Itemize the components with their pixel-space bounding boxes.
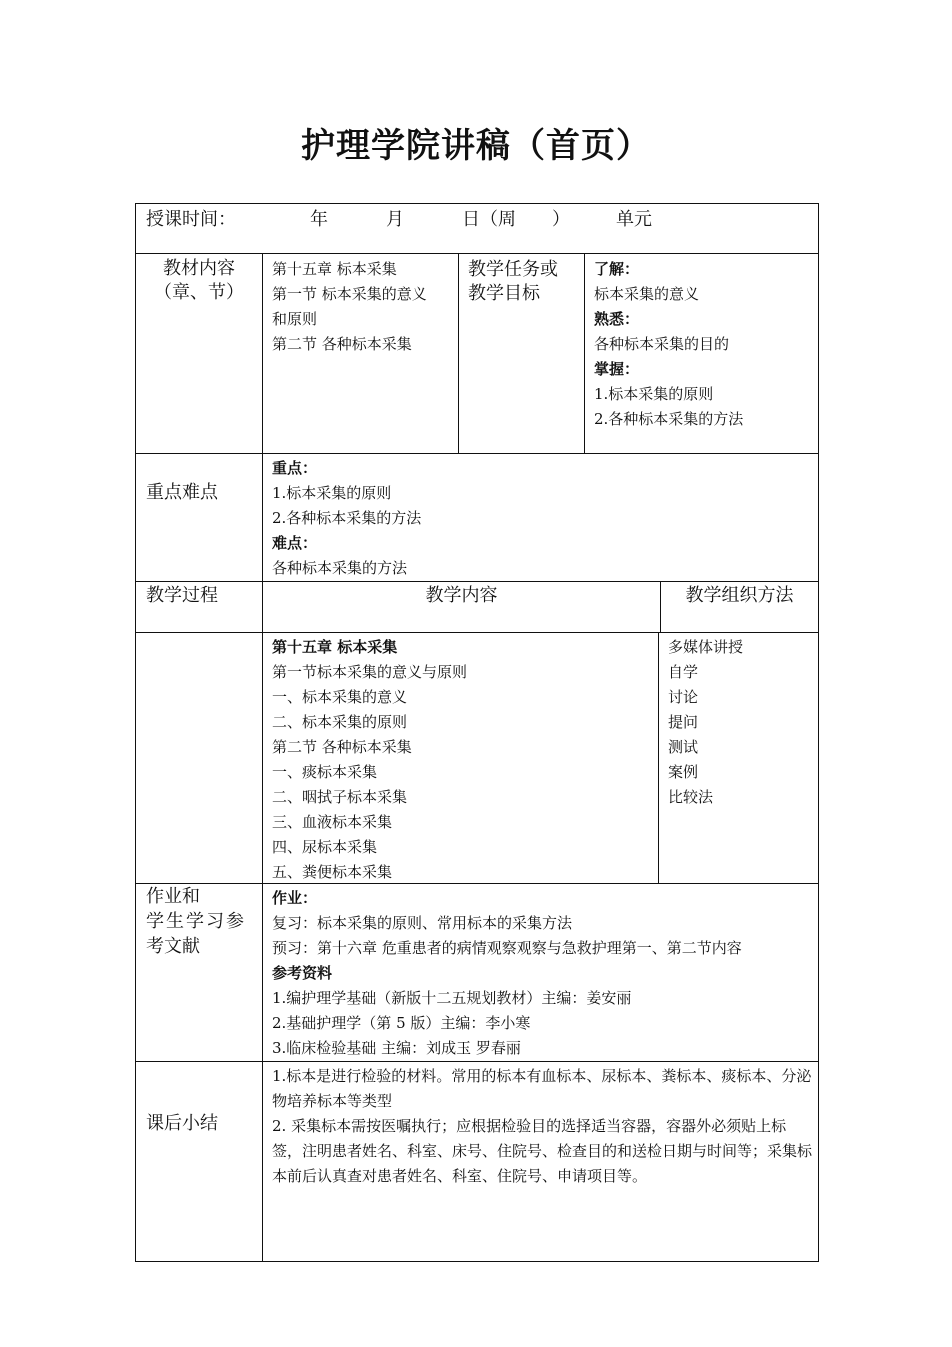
summary-paragraph-2: 2. 采集标本需按医嘱执行；应根据检验目的选择适当容器，容器外必须贴上标签，注明患者姓名、科室、床号、住院号、检查目的和送检日期与时间等；采集标本前后认真查对患者姓名、科室、住院号、申请项目等。 xyxy=(272,1117,813,1185)
row-summary xyxy=(136,1062,819,1262)
key-content-cell xyxy=(263,454,819,582)
homework-line: 参考资料 xyxy=(272,964,333,982)
homework-label-line1: 作业和 xyxy=(146,886,200,907)
key-label: 重点难点 xyxy=(146,482,218,503)
year-label: 年 xyxy=(310,209,328,230)
goals-cell xyxy=(585,254,819,454)
task-label-line2: 教学目标 xyxy=(468,283,540,304)
process-line: 四、尿标本采集 xyxy=(272,838,378,856)
homework-line: 2.基础护理学（第 5 版）主编：李小寒 xyxy=(272,1014,531,1032)
process-line: 二、标本采集的原则 xyxy=(272,713,408,731)
time-cell xyxy=(136,204,819,254)
method-item: 测试 xyxy=(668,738,699,756)
homework-line: 3.临床检验基础 主编：刘成玉 罗春丽 xyxy=(272,1039,521,1057)
method-item: 比较法 xyxy=(668,788,714,806)
method-item: 讨论 xyxy=(668,688,699,706)
goal-line: 标本采集的意义 xyxy=(594,285,700,303)
method-item: 案例 xyxy=(668,763,699,781)
goal-line: 各种标本采集的目的 xyxy=(594,335,730,353)
row-process xyxy=(136,633,819,884)
process-line: 二、咽拭子标本采集 xyxy=(272,788,408,806)
key-line: 各种标本采集的方法 xyxy=(272,559,408,577)
homework-content-cell xyxy=(263,884,819,1062)
key-line: 2.各种标本采集的方法 xyxy=(272,509,422,527)
row-time xyxy=(136,204,819,254)
process-line: 三、血液标本采集 xyxy=(272,813,393,831)
process-line: 一、标本采集的意义 xyxy=(272,688,408,706)
process-line: 第十五章 标本采集 xyxy=(272,638,398,656)
summary-paragraph-1: 1.标本是进行检验的材料。常用的标本有血标本、尿标本、粪标本、痰标本、分泌物培养标本等类型 xyxy=(272,1067,812,1110)
row-material xyxy=(136,254,819,454)
row-key xyxy=(136,454,819,582)
key-label-cell xyxy=(136,454,263,582)
process-line: 第二节 各种标本采集 xyxy=(272,738,412,756)
task-label-cell xyxy=(459,254,585,454)
material-line: 和原则 xyxy=(272,310,318,328)
summary-label-cell xyxy=(136,1062,263,1262)
row-process-header xyxy=(136,582,819,633)
process-line: 五、粪便标本采集 xyxy=(272,863,393,881)
process-header-cell xyxy=(263,582,819,633)
unit-label: 单元 xyxy=(616,209,652,230)
task-label-line1: 教学任务或 xyxy=(468,259,558,280)
process-label: 教学过程 xyxy=(146,585,218,606)
time-label: 授课时间： xyxy=(146,209,236,230)
key-line: 1.标本采集的原则 xyxy=(272,484,392,502)
goal-line: 熟悉： xyxy=(594,310,640,328)
homework-label-cell xyxy=(136,884,263,1062)
homework-line: 1.编护理学基础（新版十二五规划教材）主编：姜安丽 xyxy=(272,989,632,1007)
method-item: 多媒体讲授 xyxy=(668,638,744,656)
homework-line: 预习：第十六章 危重患者的病情观察观察与急救护理第一、第二节内容 xyxy=(272,939,742,957)
method-item: 提问 xyxy=(668,713,699,731)
homework-line: 复习：标本采集的原则、常用标本的采集方法 xyxy=(272,914,573,932)
material-line: 第二节 各种标本采集 xyxy=(272,335,412,353)
material-content-cell xyxy=(263,254,459,454)
process-line: 第一节标本采集的意义与原则 xyxy=(272,663,468,681)
summary-content-cell xyxy=(263,1062,819,1262)
goal-line: 了解： xyxy=(594,260,640,278)
material-line: 第一节 标本采集的意义 xyxy=(272,285,427,303)
material-label-cell xyxy=(136,254,263,454)
homework-line: 作业： xyxy=(272,889,318,907)
month-label: 月 xyxy=(386,209,404,230)
lecture-table xyxy=(135,203,819,1262)
homework-label-line2: 学生学习参 xyxy=(146,911,246,932)
goal-line: 2.各种标本采集的方法 xyxy=(594,410,744,428)
goal-line: 掌握： xyxy=(594,360,640,378)
material-line: 第十五章 标本采集 xyxy=(272,260,397,278)
goal-line: 1.标本采集的原则 xyxy=(594,385,714,403)
row-homework xyxy=(136,884,819,1062)
page-title: 护理学院讲稿（首页） xyxy=(301,126,651,166)
content-header: 教学内容 xyxy=(263,582,661,632)
method-header: 教学组织方法 xyxy=(685,585,794,606)
material-label-line2: （章、节） xyxy=(154,282,244,303)
method-item: 自学 xyxy=(668,663,699,681)
material-label-line1: 教材内容 xyxy=(163,258,235,279)
process-line: 一、痰标本采集 xyxy=(272,763,378,781)
day-week-label: 日（周 ） xyxy=(462,209,570,230)
process-empty-cell xyxy=(136,633,263,884)
key-line: 难点： xyxy=(272,534,318,552)
homework-label-line3: 考文献 xyxy=(146,936,200,957)
key-line: 重点： xyxy=(272,459,318,477)
process-label-cell xyxy=(136,582,263,633)
process-content-cell xyxy=(263,633,819,884)
summary-label: 课后小结 xyxy=(146,1113,218,1134)
